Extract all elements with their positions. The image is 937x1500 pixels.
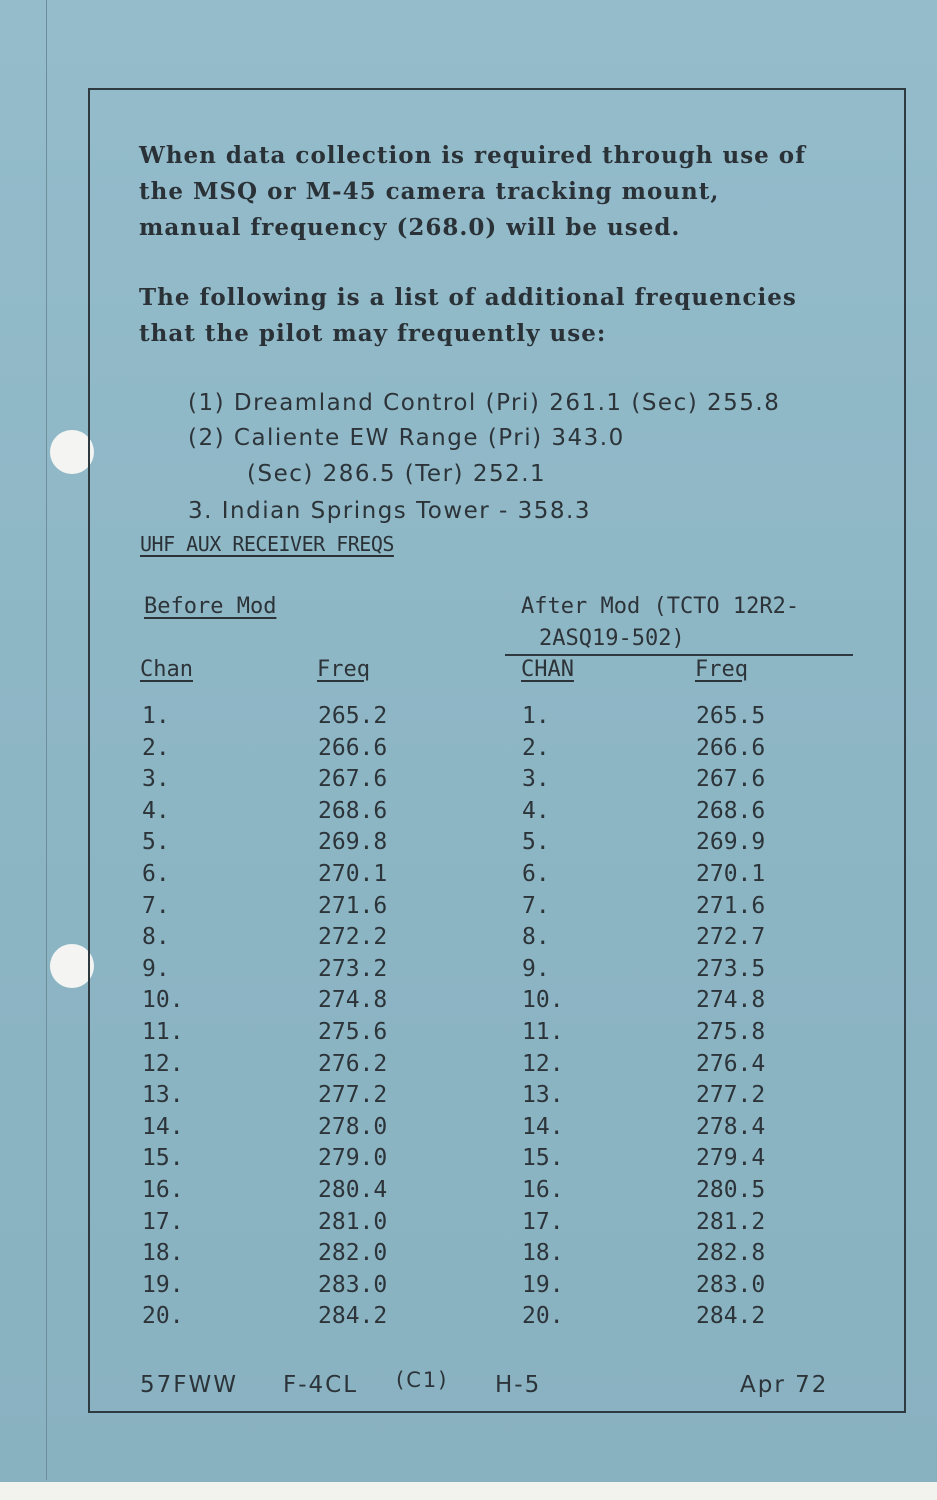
after-mod-rule — [505, 654, 853, 656]
before-chan-cell: 2. — [142, 734, 170, 761]
after-chan-cell: 3. — [522, 766, 550, 793]
after-chan-cell: 7. — [522, 892, 550, 919]
before-chan-cell: 3. — [142, 766, 170, 793]
before-chan-cell: 8. — [142, 924, 170, 951]
after-freq-cell: 283.0 — [696, 1271, 766, 1298]
before-chan-cell: 15. — [142, 1145, 184, 1172]
before-chan-cell: 18. — [142, 1240, 184, 1267]
before-chan-cell: 10. — [142, 987, 184, 1014]
after-chan-cell: 10. — [522, 987, 564, 1014]
freq-item-indian-springs: 3. Indian Springs Tower - 358.3 — [188, 498, 591, 524]
footer-doc: F-4CL — [283, 1372, 359, 1398]
footer-date: Apr 72 — [740, 1372, 829, 1398]
after-chan-cell: 1. — [522, 703, 550, 729]
before-freq-cell: 278.0 — [318, 1113, 388, 1140]
after-freq-cell: 284.2 — [696, 1303, 766, 1330]
before-freq-cell: 271.6 — [318, 892, 388, 919]
before-chan-cell: 13. — [142, 1082, 184, 1109]
before-chan-cell: 1. — [142, 703, 170, 729]
after-freq-cell: 266.6 — [696, 734, 766, 761]
before-freq-cell: 273.2 — [318, 955, 388, 982]
after-chan-cell: 9. — [522, 955, 550, 982]
intro-line-3: manual frequency (268.0) will be used. — [139, 214, 681, 241]
before-freq-cell: 284.2 — [318, 1303, 388, 1330]
after-freq-cell: 270.1 — [696, 861, 766, 887]
footer-org: 57FWW — [140, 1372, 238, 1398]
after-chan-cell: 8. — [522, 924, 550, 951]
before-freq-cell: 268.6 — [318, 797, 388, 824]
section-title: UHF AUX RECEIVER FREQS — [140, 532, 394, 556]
before-freq-cell: 272.2 — [318, 924, 388, 951]
list-intro-paragraph — [139, 280, 797, 352]
after-freq-cell: 265.5 — [696, 703, 766, 729]
after-chan-header: CHAN — [521, 657, 574, 682]
after-mod-heading-line1: After Mod (TCTO 12R2- — [521, 594, 800, 619]
after-chan-cell: 12. — [522, 1050, 564, 1077]
bottom-paper-edge — [0, 1482, 937, 1500]
before-freq-cell: 280.4 — [318, 1177, 388, 1203]
before-freq-cell: 277.2 — [318, 1082, 388, 1109]
after-freq-header: Freq — [695, 657, 748, 682]
before-freq-cell: 269.8 — [318, 829, 388, 856]
before-chan-cell: 12. — [142, 1050, 184, 1077]
after-freq-cell: 276.4 — [696, 1050, 766, 1077]
after-chan-cell: 17. — [522, 1208, 564, 1235]
before-freq-cell: 276.2 — [318, 1050, 388, 1077]
list-intro-line-1: The following is a list of additional frequencies — [139, 284, 797, 311]
before-chan-cell: 6. — [142, 861, 170, 887]
before-chan-cell: 17. — [142, 1208, 184, 1235]
after-chan-cell: 14. — [522, 1113, 564, 1140]
before-freq-cell: 266.6 — [318, 734, 388, 761]
after-chan-cell: 6. — [522, 861, 550, 887]
after-freq-cell: 271.6 — [696, 892, 766, 919]
freq-item-caliente: (2) Caliente EW Range (Pri) 343.0 — [188, 425, 625, 451]
after-freq-cell: 277.2 — [696, 1082, 766, 1109]
before-freq-cell: 265.2 — [318, 703, 388, 729]
after-freq-cell: 279.4 — [696, 1145, 766, 1172]
after-freq-cell: 274.8 — [696, 987, 766, 1014]
before-freq-cell: 283.0 — [318, 1271, 388, 1298]
after-freq-cell: 267.6 — [696, 766, 766, 793]
before-freq-cell: 274.8 — [318, 987, 388, 1014]
before-chan-cell: 4. — [142, 797, 170, 824]
before-chan-cell: 11. — [142, 1019, 184, 1045]
before-freq-header: Freq — [317, 657, 370, 682]
before-freq-cell: 279.0 — [318, 1145, 388, 1172]
after-freq-cell: 272.7 — [696, 924, 766, 951]
after-freq-cell: 269.9 — [696, 829, 766, 856]
after-chan-cell: 2. — [522, 734, 550, 761]
after-chan-cell: 19. — [522, 1271, 564, 1298]
before-chan-cell: 14. — [142, 1113, 184, 1140]
footer-page: H-5 — [495, 1372, 542, 1398]
freq-item-caliente-cont: (Sec) 286.5 (Ter) 252.1 — [247, 461, 547, 487]
before-freq-cell: 281.0 — [318, 1208, 388, 1235]
before-chan-cell: 9. — [142, 955, 170, 982]
binding-edge-line — [46, 0, 47, 1480]
after-chan-cell: 5. — [522, 829, 550, 856]
after-chan-cell: 16. — [522, 1177, 564, 1203]
before-chan-cell: 20. — [142, 1303, 184, 1330]
before-chan-header: Chan — [140, 657, 193, 682]
after-chan-cell: 4. — [522, 797, 550, 824]
freq-item-dreamland: (1) Dreamland Control (Pri) 261.1 (Sec) 255.8 — [188, 390, 781, 416]
intro-paragraph — [139, 138, 806, 246]
after-chan-cell: 11. — [522, 1019, 564, 1045]
before-chan-cell: 16. — [142, 1177, 184, 1203]
before-freq-cell: 270.1 — [318, 861, 388, 887]
before-chan-cell: 5. — [142, 829, 170, 856]
after-freq-cell: 275.8 — [696, 1019, 766, 1045]
footer-change: (C1) — [396, 1368, 449, 1392]
after-freq-cell: 268.6 — [696, 797, 766, 824]
after-freq-cell: 282.8 — [696, 1240, 766, 1267]
before-freq-cell: 275.6 — [318, 1019, 388, 1045]
list-intro-line-2: that the pilot may frequently use: — [139, 320, 607, 347]
intro-line-2: the MSQ or M-45 camera tracking mount, — [139, 178, 720, 205]
after-freq-cell: 278.4 — [696, 1113, 766, 1140]
after-chan-cell: 15. — [522, 1145, 564, 1172]
after-chan-cell: 18. — [522, 1240, 564, 1267]
after-chan-cell: 13. — [522, 1082, 564, 1109]
after-chan-cell: 20. — [522, 1303, 564, 1330]
before-freq-cell: 282.0 — [318, 1240, 388, 1267]
before-freq-cell: 267.6 — [318, 766, 388, 793]
intro-line-1: When data collection is required through use of — [139, 142, 807, 169]
after-mod-heading-line2: 2ASQ19-502) — [539, 626, 685, 651]
after-freq-cell: 281.2 — [696, 1208, 766, 1235]
before-chan-cell: 7. — [142, 892, 170, 919]
before-chan-cell: 19. — [142, 1271, 184, 1298]
before-mod-heading: Before Mod — [144, 594, 277, 619]
after-freq-cell: 273.5 — [696, 955, 766, 982]
after-freq-cell: 280.5 — [696, 1177, 766, 1203]
